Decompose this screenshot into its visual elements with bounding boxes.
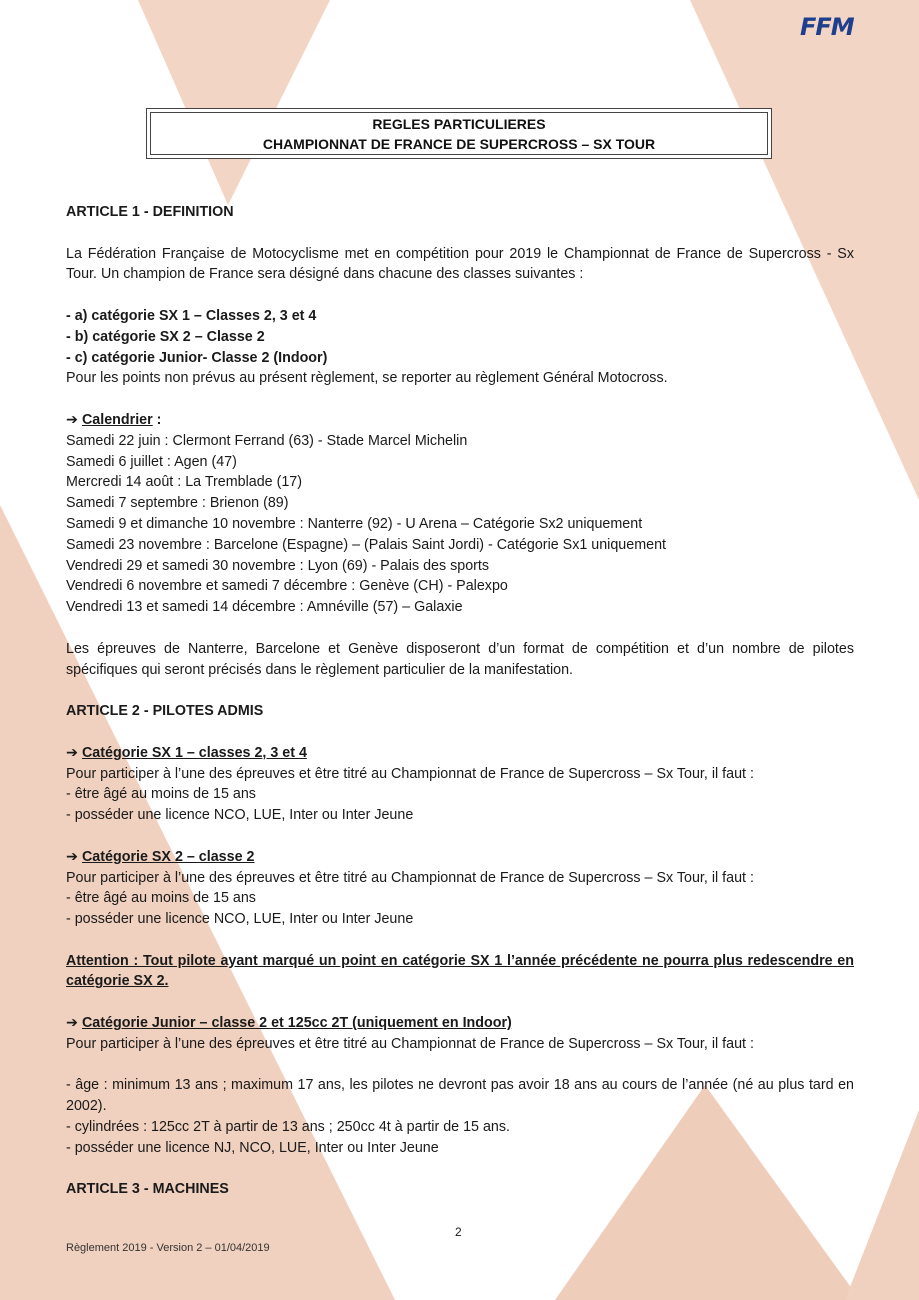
article1-note: Pour les points non prévus au présent règlement, se reporter au règlement Général Motocross. xyxy=(66,370,668,387)
sx2-intro: Pour participer à l’une des épreuves et être titré au Championnat de France de Supercross – Sx Tour, il faut : xyxy=(66,869,754,886)
page-number: 2 xyxy=(455,1225,462,1239)
junior-intro: Pour participer à l’une des épreuves et être titré au Championnat de France de Supercross – Sx Tour, il faut : xyxy=(66,1035,754,1052)
calendar-item: Vendredi 29 et samedi 30 novembre : Lyon (69) - Palais des sports xyxy=(66,557,490,574)
logo-text: FFM xyxy=(800,13,854,41)
article1-intro: La Fédération Française de Motocyclisme met en compétition pour 2019 le Championnat de France de Supercross - Sx Tour. Un champion de France sera désigné dans chacune des classes suivantes : xyxy=(66,245,854,283)
attention-notice: Attention : Tout pilote ayant marqué un point en catégorie SX 1 l’année précédente ne pourra plus redescendre en catégorie SX 2. xyxy=(66,952,854,990)
calendar-heading xyxy=(66,410,854,431)
arrow-right-icon: ➔ xyxy=(66,411,78,428)
calendar-item: Vendredi 6 novembre et samedi 7 décembre : Genève (CH) - Palexpo xyxy=(66,578,508,595)
article3-heading: ARTICLE 3 - MACHINES xyxy=(66,1181,229,1198)
sx2-heading xyxy=(66,847,854,868)
title-line-2: CHAMPIONNAT DE FRANCE DE SUPERCROSS – SX TOUR xyxy=(262,135,656,152)
category-a: - a) catégorie SX 1 – Classes 2, 3 et 4 xyxy=(66,307,317,324)
sx2-age-requirement: - être âgé au moins de 15 ans xyxy=(66,890,256,907)
calendar-title: Calendrier xyxy=(81,411,153,428)
calendar-colon: : xyxy=(152,411,162,428)
calendar-item: Samedi 22 juin : Clermont Ferrand (63) - Stade Marcel Michelin xyxy=(66,432,468,449)
document-body xyxy=(66,202,854,1200)
title-box xyxy=(146,108,772,159)
sx1-age-requirement: - être âgé au moins de 15 ans xyxy=(66,786,256,803)
junior-cylinder-requirement: - cylindrées : 125cc 2T à partir de 13 ans ; 250cc 4t à partir de 15 ans. xyxy=(66,1119,510,1136)
category-c: - c) catégorie Junior- Classe 2 (Indoor) xyxy=(66,349,328,366)
calendar-item: Mercredi 14 août : La Tremblade (17) xyxy=(66,474,303,491)
sx1-heading xyxy=(66,743,854,764)
article1-heading: ARTICLE 1 - DEFINITION xyxy=(66,204,234,220)
junior-licence-requirement: - posséder une licence NJ, NCO, LUE, Inter ou Inter Jeune xyxy=(66,1139,439,1156)
sx1-licence-requirement: - posséder une licence NCO, LUE, Inter ou Inter Jeune xyxy=(66,807,414,824)
sx1-intro: Pour participer à l’une des épreuves et être titré au Championnat de France de Supercross – Sx Tour, il faut : xyxy=(66,765,754,782)
article2-heading: ARTICLE 2 - PILOTES ADMIS xyxy=(66,703,264,720)
sx2-licence-requirement: - posséder une licence NCO, LUE, Inter ou Inter Jeune xyxy=(66,911,414,928)
category-b: - b) catégorie SX 2 – Classe 2 xyxy=(66,328,265,345)
footer-version: Règlement 2019 - Version 2 – 01/04/2019 xyxy=(66,1242,270,1254)
right-edge-triangle xyxy=(845,1110,919,1300)
special-formats-paragraph: Les épreuves de Nanterre, Barcelone et Genève disposeront d’un format de compétition et d’un nombre de pilotes spécifiques qui seront précisés dans le règlement particulier de la manifestation. xyxy=(66,640,854,678)
top-left-triangle xyxy=(138,0,330,205)
arrow-right-icon: ➔ xyxy=(66,744,78,761)
calendar-item: Samedi 6 juillet : Agen (47) xyxy=(66,453,237,470)
calendar-item: Samedi 7 septembre : Brienon (89) xyxy=(66,495,289,512)
junior-heading xyxy=(66,1013,854,1034)
title-box-inner xyxy=(150,112,768,155)
arrow-right-icon: ➔ xyxy=(66,1015,78,1032)
calendar-item: Samedi 9 et dimanche 10 novembre : Nanterre (92) - U Arena – Catégorie Sx2 uniquement xyxy=(66,515,643,532)
arrow-right-icon: ➔ xyxy=(66,848,78,865)
junior-title: Catégorie Junior – classe 2 et 125cc 2T (uniquement en Indoor) xyxy=(81,1015,512,1032)
calendar-item: Samedi 23 novembre : Barcelone (Espagne) – (Palais Saint Jordi) - Catégorie Sx1 uniquement xyxy=(66,536,666,553)
calendar-item: Vendredi 13 et samedi 14 décembre : Amnéville (57) – Galaxie xyxy=(66,599,463,616)
sx1-title: Catégorie SX 1 – classes 2, 3 et 4 xyxy=(81,744,307,761)
ffm-logo xyxy=(800,14,866,42)
sx2-title: Catégorie SX 2 – classe 2 xyxy=(81,848,255,865)
title-line-1: REGLES PARTICULIERES xyxy=(372,115,546,132)
junior-age-requirement: - âge : minimum 13 ans ; maximum 17 ans, les pilotes ne devront pas avoir 18 ans au cours de l’année (né au plus tard en 2002). xyxy=(66,1077,854,1115)
